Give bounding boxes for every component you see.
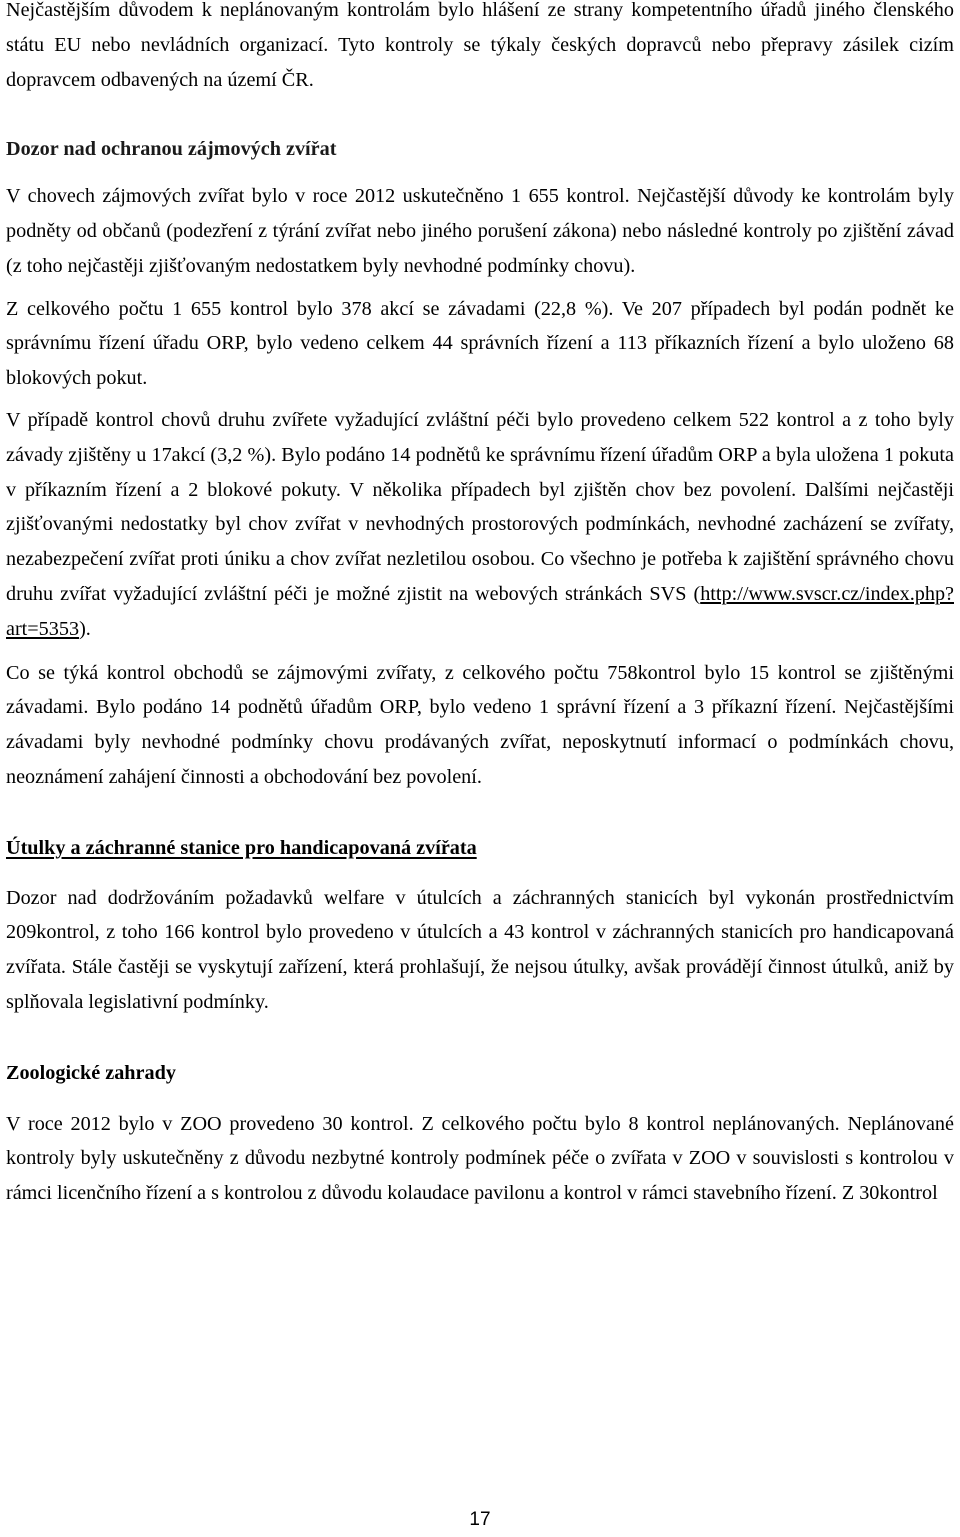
paragraph-shelters: Dozor nad dodržováním požadavků welfare v útulcích a záchranných stanicích byl vykonán prostřednictvím 209kontrol, z toho 166 kontrol bylo provedeno v útulcích a 43 kontrol v záchranných stanicích pro handicapovaná zvířata. Stále častěji se vyskytují zařízení, která prohlašují, že nejsou útulky, avšak provádějí činnost útulků, aniž by splňovala legislativní podmínky.: [6, 886, 954, 1013]
paragraph-pets-1: V chovech zájmových zvířat bylo v roce 2012 uskutečněno 1 655 kontrol. Nejčastější důvody ke kontrolám byly podněty od občanů (podezření z týrání zvířat nebo jiného porušení zákona) nebo následné kontroly po zjištění závad (z toho nejčastěji zjišťovaným nedostatkem byly nevhodné podmínky chovu).: [6, 185, 954, 277]
paragraph-intro-continuation: Nejčastějším důvodem k neplánovaným kontrolám bylo hlášení ze strany kompetentního úřadů jiného členského státu EU nebo nevládních organizací. Tyto kontroly se týkaly českých dopravců nebo přepravy zásilek cizím dopravcem odbavených na území ČR.: [6, 0, 954, 91]
svs-web-link[interactable]: http://www.svscr.cz/index.php?art=5353: [6, 582, 954, 640]
paragraph-pets-2: Z celkového počtu 1 655 kontrol bylo 378 akcí se závadami (22,8 %). Ve 207 případech byl podán podnět ke správnímu řízení úřadu ORP, bylo vedeno celkem 44 správních řízení a 113 příkazních řízení a bylo uloženo 68 blokových pokut.: [6, 297, 954, 390]
section-heading-pets: Dozor nad ochranou zájmových zvířat: [6, 138, 337, 161]
paragraph-pets-3-text: V případě kontrol chovů druhu zvířete vyžadující zvláštní péči bylo provedeno celkem 522 kontrol a z toho byly závady zjištěny u 17akcí (3,2 %). Bylo podáno 14 podnětů ke správnímu řízení úřadům ORP a byla uložena 1 pokuta v příkazním řízení a 2 blokové pokuty. V několika případech byl zjištěn chov bez povolení. Dalšími nejčastěji zjišťovanými nedostatky byl chov zvířat v nevhodných prostorových podmínkách, nevhodné zacházení se zvířaty, nezabezpečení zvířat proti úniku a chov zvířat nezletilou osobou. Co všechno je potřeba k zajištění správného chovu druhu zvířat vyžadující zvláštní péči je možné zjistit na webových stránkách SVS (: [6, 408, 954, 605]
paragraph-pets-3: [6, 403, 954, 647]
paragraph-zoo: V roce 2012 bylo v ZOO provedeno 30 kontrol. Z celkového počtu bylo 8 kontrol neplánovaných. Neplánované kontroly byly uskutečněny z důvodu nezbytné kontroly podmínek péče o zvířata v ZOO v souvislosti s kontrolou v rámci licenčního řízení a s kontrolou z důvodu kolaudace pavilonu a kontrol v rámci stavebního řízení. Z 30kontrol: [6, 1112, 954, 1205]
section-heading-shelters: Útulky a záchranné stanice pro handicapovaná zvířata: [6, 836, 477, 859]
paragraph-pets-3-end: ).: [79, 617, 91, 640]
page-number: 17: [469, 1509, 491, 1530]
section-heading-zoo: Zoologické zahrady: [6, 1061, 176, 1084]
paragraph-pet-shops: Co se týká kontrol obchodů se zájmovými zvířaty, z celkového počtu 758kontrol bylo 15 kontrol se zjištěnými závadami. Bylo podáno 14 podnětů úřadům ORP, bylo vedeno 1 správní řízení a 3 příkazní řízení. Nejčastějšími závadami byly nevhodné podmínky chovu prodávaných zvířat, neposkytnutí informací o podmínkách chovu, neoznámení zahájení činnosti a obchodování bez povolení.: [6, 661, 954, 788]
